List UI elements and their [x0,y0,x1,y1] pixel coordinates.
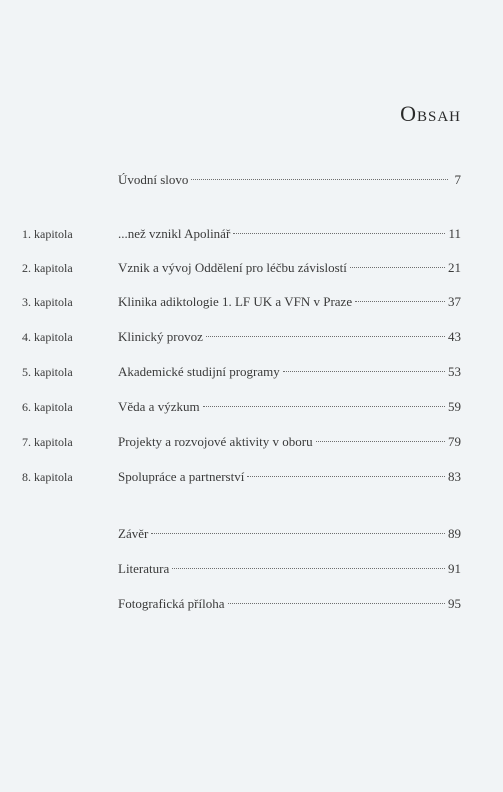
page-number: 7 [454,172,461,187]
toc-entry-chapter-1[interactable] [0,224,503,244]
toc-entry-chapter-8[interactable] [0,467,503,487]
page-number: 11 [448,226,461,241]
toc-entry-line [118,432,461,452]
toc-entry-line [118,292,461,312]
toc-entry-line [118,524,461,544]
entry-title: Úvodní slovo [118,172,189,187]
chapter-label: 5. kapitola [22,365,73,379]
dot-leader [172,568,445,569]
dot-leader [203,406,445,407]
dot-leader [316,441,445,442]
page-number: 43 [448,329,461,344]
entry-title: ...než vznikl Apolinář [118,226,231,241]
page-number: 59 [448,399,461,414]
page-number: 53 [448,364,461,379]
page-number: 21 [448,260,461,275]
dot-leader [151,533,445,534]
toc-entry-intro[interactable] [0,170,503,190]
dot-leader [233,233,445,234]
toc-entry-line [118,362,461,382]
chapter-label: 2. kapitola [22,261,73,275]
toc-entry-line [118,594,461,614]
dot-leader [228,603,446,604]
dot-leader [206,336,445,337]
toc-entry-chapter-4[interactable] [0,327,503,347]
chapter-label: 3. kapitola [22,295,73,309]
page-title: Obsah [400,100,461,126]
toc-entry-line [118,170,461,190]
dot-leader [355,301,445,302]
entry-title: Klinický provoz [118,329,203,344]
entry-title: Literatura [118,561,170,576]
toc-entry-line [118,327,461,347]
page-number: 37 [448,294,461,309]
chapter-label: 6. kapitola [22,400,73,414]
chapter-label: 8. kapitola [22,470,73,484]
dot-leader [283,371,445,372]
entry-title: Věda a výzkum [118,399,200,414]
page-number: 95 [448,596,461,611]
entry-title: Vznik a vývoj Oddělení pro léčbu závislostí [118,260,347,275]
dot-leader [247,476,445,477]
page-number: 91 [448,561,461,576]
entry-title: Akademické studijní programy [118,364,280,379]
toc-entry-line [118,258,461,278]
toc-entry-chapter-6[interactable] [0,397,503,417]
chapter-label: 1. kapitola [22,227,73,241]
entry-title: Závěr [118,526,149,541]
dot-leader [191,179,448,180]
page-number: 79 [448,434,461,449]
toc-entry-photo-appendix[interactable] [0,594,503,614]
toc-entry-line [118,397,461,417]
entry-title: Spolupráce a partnerství [118,469,245,484]
entry-title: Klinika adiktologie 1. LF UK a VFN v Praze [118,294,353,309]
entry-title: Fotografická příloha [118,596,225,611]
page-number: 89 [448,526,461,541]
toc-entry-chapter-3[interactable] [0,292,503,312]
toc-entry-line [118,467,461,487]
toc-entry-line [118,559,461,579]
toc-entry-conclusion[interactable] [0,524,503,544]
chapter-label: 7. kapitola [22,435,73,449]
toc-entry-chapter-5[interactable] [0,362,503,382]
toc-entry-line [118,224,461,244]
toc-entry-chapter-7[interactable] [0,432,503,452]
dot-leader [350,267,445,268]
chapter-label: 4. kapitola [22,330,73,344]
entry-title: Projekty a rozvojové aktivity v oboru [118,434,313,449]
toc-entry-literature[interactable] [0,559,503,579]
page-number: 83 [448,469,461,484]
toc-entry-chapter-2[interactable] [0,258,503,278]
